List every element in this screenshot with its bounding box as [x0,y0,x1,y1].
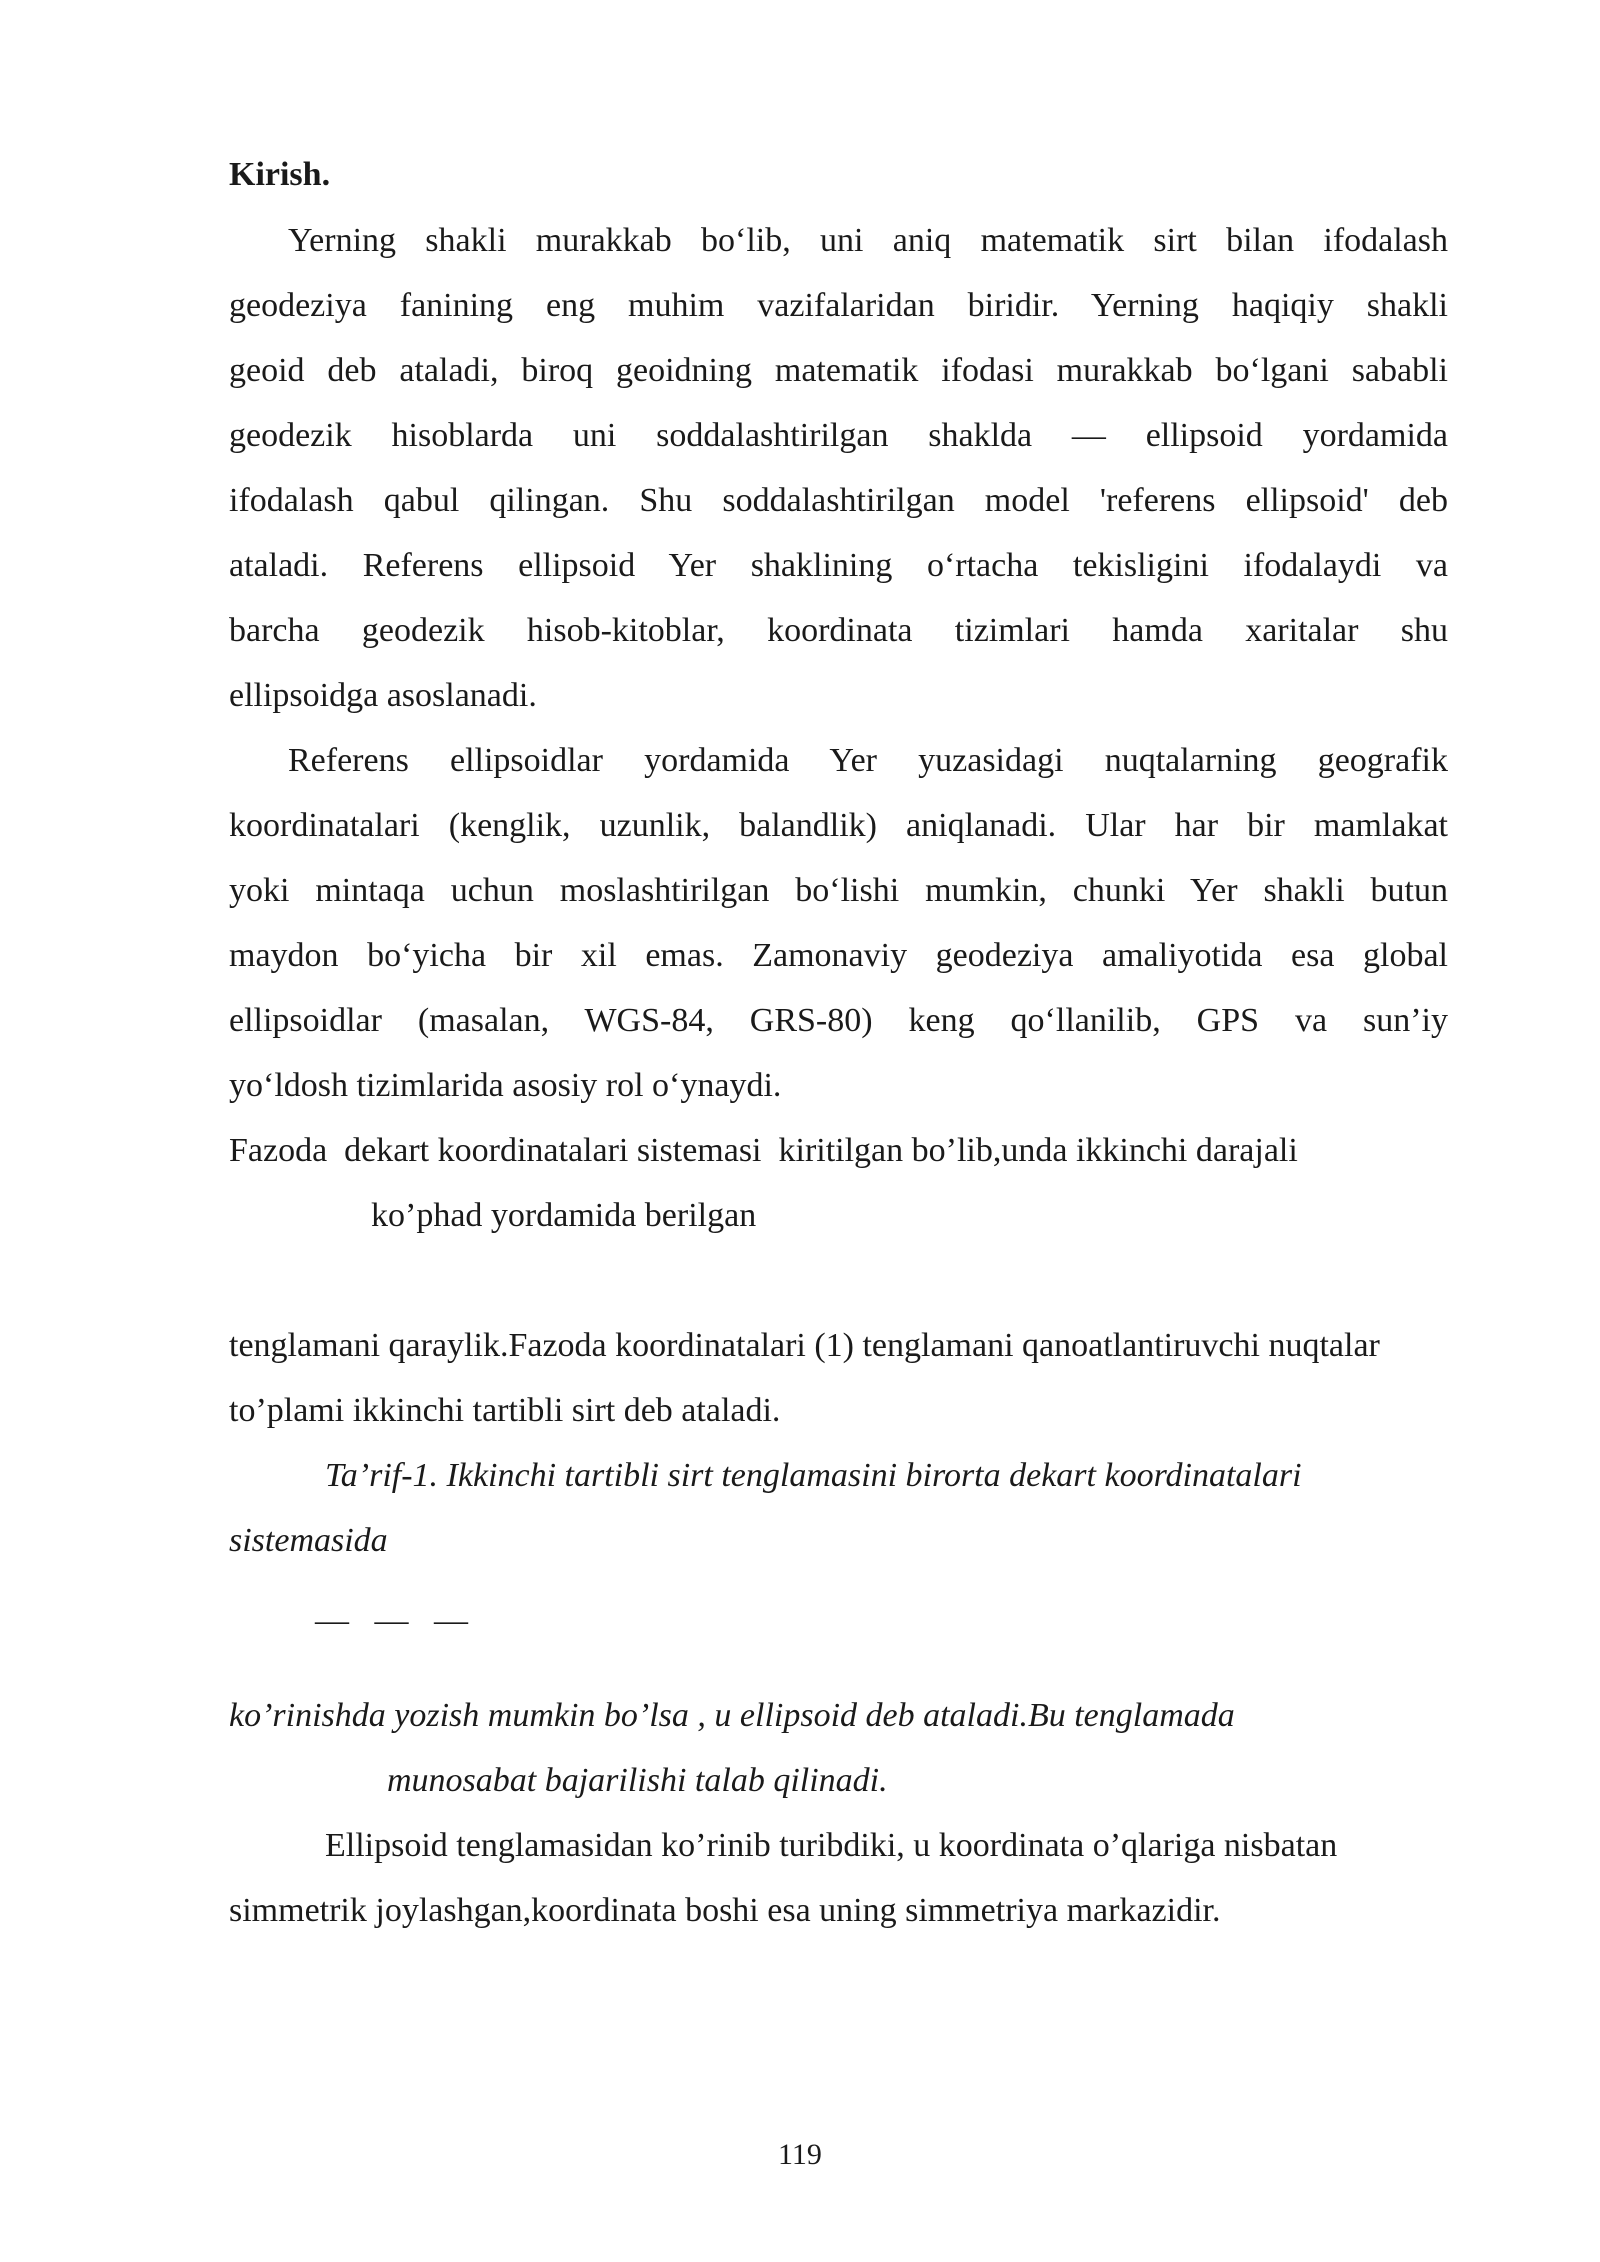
paragraph-2-line-5: ellipsoidlar (masalan, WGS-84, GRS-80) keng qo‘llanilib, GPS va sun’iy [229,1002,1448,1039]
section-heading: Kirish. [229,156,331,193]
definition-line-1: Ta’rif-1. Ikkinchi tartibli sirt tenglamasini birorta dekart koordinatalari [325,1457,1302,1494]
paragraph-5-line-1: Ellipsoid tenglamasidan ko’rinib turibdiki, u koordinata o’qlariga nisbatan [325,1827,1338,1864]
paragraph-2-line-2: koordinatalari (kenglik, uzunlik, balandlik) aniqlanadi. Ular har bir mamlakat [229,807,1448,844]
paragraph-5-line-2: simmetrik joylashgan,koordinata boshi esa uning simmetriya markazidir. [229,1892,1221,1929]
paragraph-1-line-4: geodezik hisoblarda uni soddalashtirilgan shaklda — ellipsoid yordamida [229,417,1448,454]
paragraph-1-line-6: ataladi. Referens ellipsoid Yer shaklining o‘rtacha tekisligini ifodalaydi va [229,547,1448,584]
paragraph-1-line-1: Yerning shakli murakkab bo‘lib, uni aniq matematik sirt bilan ifodalash [288,222,1448,259]
paragraph-4-line-1: tenglamani qaraylik.Fazoda koordinatalari (1) tenglamani qanoatlantiruvchi nuqtalar [229,1327,1380,1364]
paragraph-1-line-5: ifodalash qabul qilingan. Shu soddalashtirilgan model 'referens ellipsoid' deb [229,482,1448,519]
definition-cont-line-1: ko’rinishda yozish mumkin bo’lsa , u ellipsoid deb ataladi.Bu tenglamada [229,1697,1235,1734]
paragraph-2-line-1: Referens ellipsoidlar yordamida Yer yuzasidagi nuqtalarning geografik [288,742,1448,779]
paragraph-2-line-3: yoki mintaqa uchun moslashtirilgan bo‘lishi mumkin, chunki Yer shakli butun [229,872,1448,909]
paragraph-3-line-1: Fazoda dekart koordinatalari sistemasi kiritilgan bo’lib,unda ikkinchi darajali [229,1132,1298,1169]
paragraph-2-line-4: maydon bo‘yicha bir xil emas. Zamonaviy geodeziya amaliyotida esa global [229,937,1448,974]
paragraph-2-line-6: yo‘ldosh tizimlarida asosiy rol o‘ynaydi. [229,1067,782,1104]
definition-cont-line-2: munosabat bajarilishi talab qilinadi. [387,1762,888,1799]
definition-line-2: sistemasida [229,1522,388,1559]
paragraph-1-line-8: ellipsoidga asoslanadi. [229,677,537,714]
paragraph-1-line-3: geoid deb ataladi, biroq geoidning matematik ifodasi murakkab bo‘lgani sababli [229,352,1448,389]
page-number: 119 [778,2138,822,2171]
paragraph-4-line-2: to’plami ikkinchi tartibli sirt deb ataladi. [229,1392,781,1429]
formula-placeholder-dashes: — — — [315,1602,468,1639]
paragraph-3-line-2: ko’phad yordamida berilgan [371,1197,757,1234]
paragraph-1-line-2: geodeziya fanining eng muhim vazifalaridan biridir. Yerning haqiqiy shakli [229,287,1448,324]
paragraph-1-line-7: barcha geodezik hisob-kitoblar, koordinata tizimlari hamda xaritalar shu [229,612,1448,649]
